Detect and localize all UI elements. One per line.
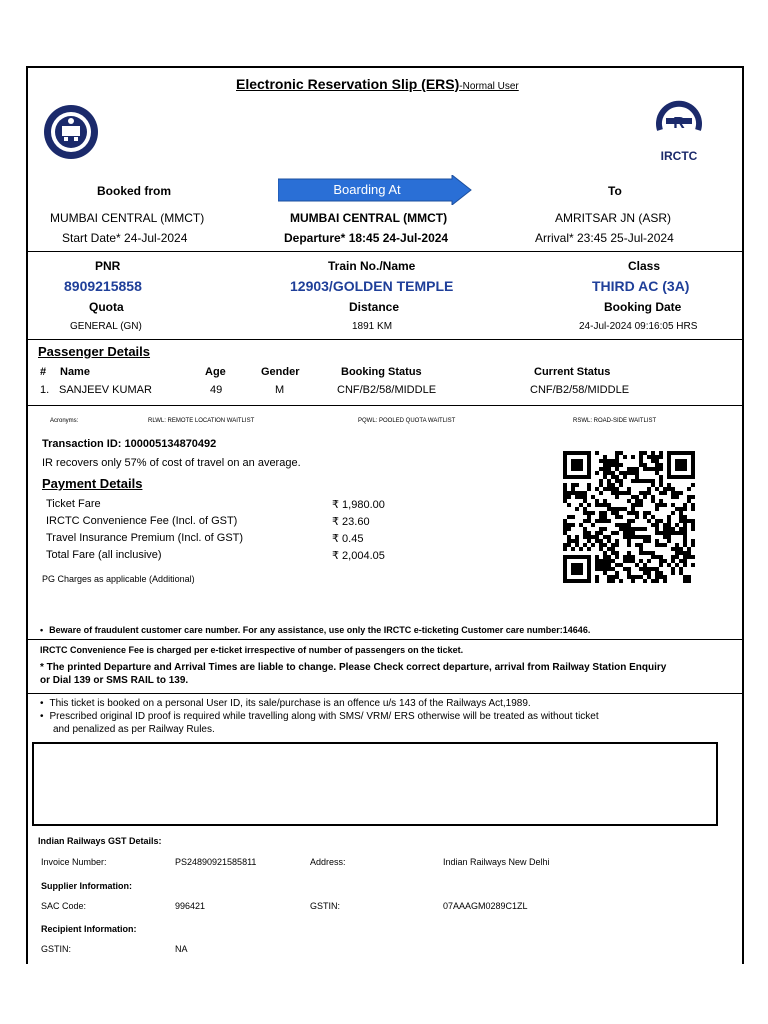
fare-value: ₹ 2,004.05 [332, 550, 385, 562]
quota-label: Quota [89, 300, 124, 314]
boarding-at-label: Boarding At [333, 182, 401, 197]
qr-code [560, 450, 700, 584]
address-label: Address: [310, 857, 346, 867]
passenger-booking-status: CNF/B2/58/MIDDLE [337, 384, 437, 396]
irctc-logo-text: IRCTC [660, 149, 698, 163]
pg-charges-note: PG Charges as applicable (Additional) [42, 574, 195, 584]
fare-label: Travel Insurance Premium (Incl. of GST) [46, 532, 244, 544]
pnr-value: 8909215858 [64, 278, 142, 294]
times-notice-line1: * The printed Departure and Arrival Times are liable to change. Please Check correct departure, arrival from Railway Station Enquiry [40, 662, 667, 673]
distance-label: Distance [349, 300, 400, 314]
train-label: Train No./Name [328, 259, 416, 273]
start-date: Start Date* 24-Jul-2024 [62, 231, 188, 245]
col-current-status: Current Status [534, 366, 611, 378]
payment-details-heading: Payment Details [42, 476, 143, 491]
acronym-rlwl: RLWL: REMOTE LOCATION WAITLIST [148, 418, 255, 424]
passenger-age: 49 [210, 384, 223, 396]
acronym-pqwl: PQWL: POOLED QUOTA WAITLIST [358, 418, 456, 424]
col-gender: Gender [261, 366, 300, 378]
gst-heading: Indian Railways GST Details: [38, 836, 162, 846]
divider [28, 251, 742, 252]
sac-value: 996421 [175, 901, 206, 911]
to-label: To [608, 184, 622, 198]
ir-cost-note: IR recovers only 57% of cost of travel on an average. [42, 457, 301, 469]
fare-label: Total Fare (all inclusive) [46, 549, 162, 561]
fare-value: ₹ 1,980.00 [332, 499, 385, 511]
divider [28, 693, 742, 694]
booked-from-label: Booked from [97, 184, 172, 198]
fare-label: Ticket Fare [46, 498, 101, 510]
advertisement-box [32, 742, 718, 826]
acronyms-label: Acronyms: [50, 418, 79, 424]
booking-date-label: Booking Date [604, 300, 682, 314]
recipient-gstin-label: GSTIN: [41, 944, 72, 954]
transaction-id: Transaction ID: 100005134870492 [42, 438, 217, 450]
address-value: Indian Railways New Delhi [443, 857, 550, 867]
passenger-number: 1. [40, 384, 50, 396]
class-value: THIRD AC (3A) [592, 278, 690, 294]
pnr-label: PNR [95, 259, 121, 273]
train-value: 12903/GOLDEN TEMPLE [290, 278, 454, 294]
irctc-logo [648, 98, 710, 163]
col-booking-status: Booking Status [341, 366, 422, 378]
booking-date-value: 24-Jul-2024 09:16:05 HRS [579, 321, 698, 332]
gstin-value: 07AAAGM0289C1ZL [443, 901, 528, 911]
class-label: Class [628, 259, 661, 273]
recipient-heading: Recipient Information: [41, 924, 137, 934]
departure-time: Departure* 18:45 24-Jul-2024 [284, 231, 449, 245]
recipient-gstin-value: NA [175, 944, 188, 954]
id-proof-notice-cont: and penalized as per Railway Rules. [53, 724, 215, 735]
invoice-label: Invoice Number: [41, 857, 107, 867]
svg-text:R: R [673, 115, 685, 132]
gstin-label: GSTIN: [310, 901, 341, 911]
col-name: Name [60, 366, 90, 378]
divider [28, 405, 742, 406]
personal-id-notice: • This ticket is booked on a personal User ID, its sale/purchase is an offence u/s 143 of the Railways Act,1989. [40, 698, 531, 709]
times-notice-line2: or Dial 139 or SMS RAIL to 139. [40, 675, 189, 686]
to-station: AMRITSAR JN (ASR) [555, 211, 672, 225]
fare-value: ₹ 0.45 [332, 533, 364, 545]
invoice-value: PS24890921585811 [175, 857, 257, 867]
distance-value: 1891 KM [352, 321, 393, 332]
arrival-time: Arrival* 23:45 25-Jul-2024 [535, 231, 674, 245]
divider [28, 639, 742, 640]
quota-value: GENERAL (GN) [70, 321, 142, 332]
col-age: Age [205, 366, 226, 378]
fare-label: IRCTC Convenience Fee (Incl. of GST) [46, 515, 238, 527]
page-title: Electronic Reservation Slip (ERS)-Normal User [236, 76, 519, 92]
fare-value: ₹ 23.60 [332, 516, 370, 528]
from-station: MUMBAI CENTRAL (MMCT) [50, 211, 205, 225]
boarding-at-arrow [278, 175, 472, 210]
fraud-notice: • Beware of fraudulent customer care number. For any assistance, use only the IRCTC e-ticketing Customer care number:14646. [40, 625, 590, 635]
indian-railways-logo [40, 104, 102, 165]
passenger-name: SANJEEV KUMAR [59, 384, 152, 396]
supplier-heading: Supplier Information: [41, 881, 132, 891]
id-proof-notice: • Prescribed original ID proof is required while travelling along with SMS/ VRM/ ERS otherwise will be treated as without ticket [40, 711, 599, 722]
divider [28, 339, 742, 340]
acronym-rswl: RSWL: ROAD-SIDE WAITLIST [573, 418, 657, 424]
passenger-current-status: CNF/B2/58/MIDDLE [530, 384, 630, 396]
passenger-gender: M [275, 384, 285, 396]
sac-label: SAC Code: [41, 901, 87, 911]
convenience-fee-notice: IRCTC Convenience Fee is charged per e-ticket irrespective of number of passengers on the ticket. [40, 645, 464, 655]
col-number: # [40, 366, 47, 378]
boarding-station: MUMBAI CENTRAL (MMCT) [290, 211, 448, 225]
passenger-details-heading: Passenger Details [38, 344, 151, 359]
